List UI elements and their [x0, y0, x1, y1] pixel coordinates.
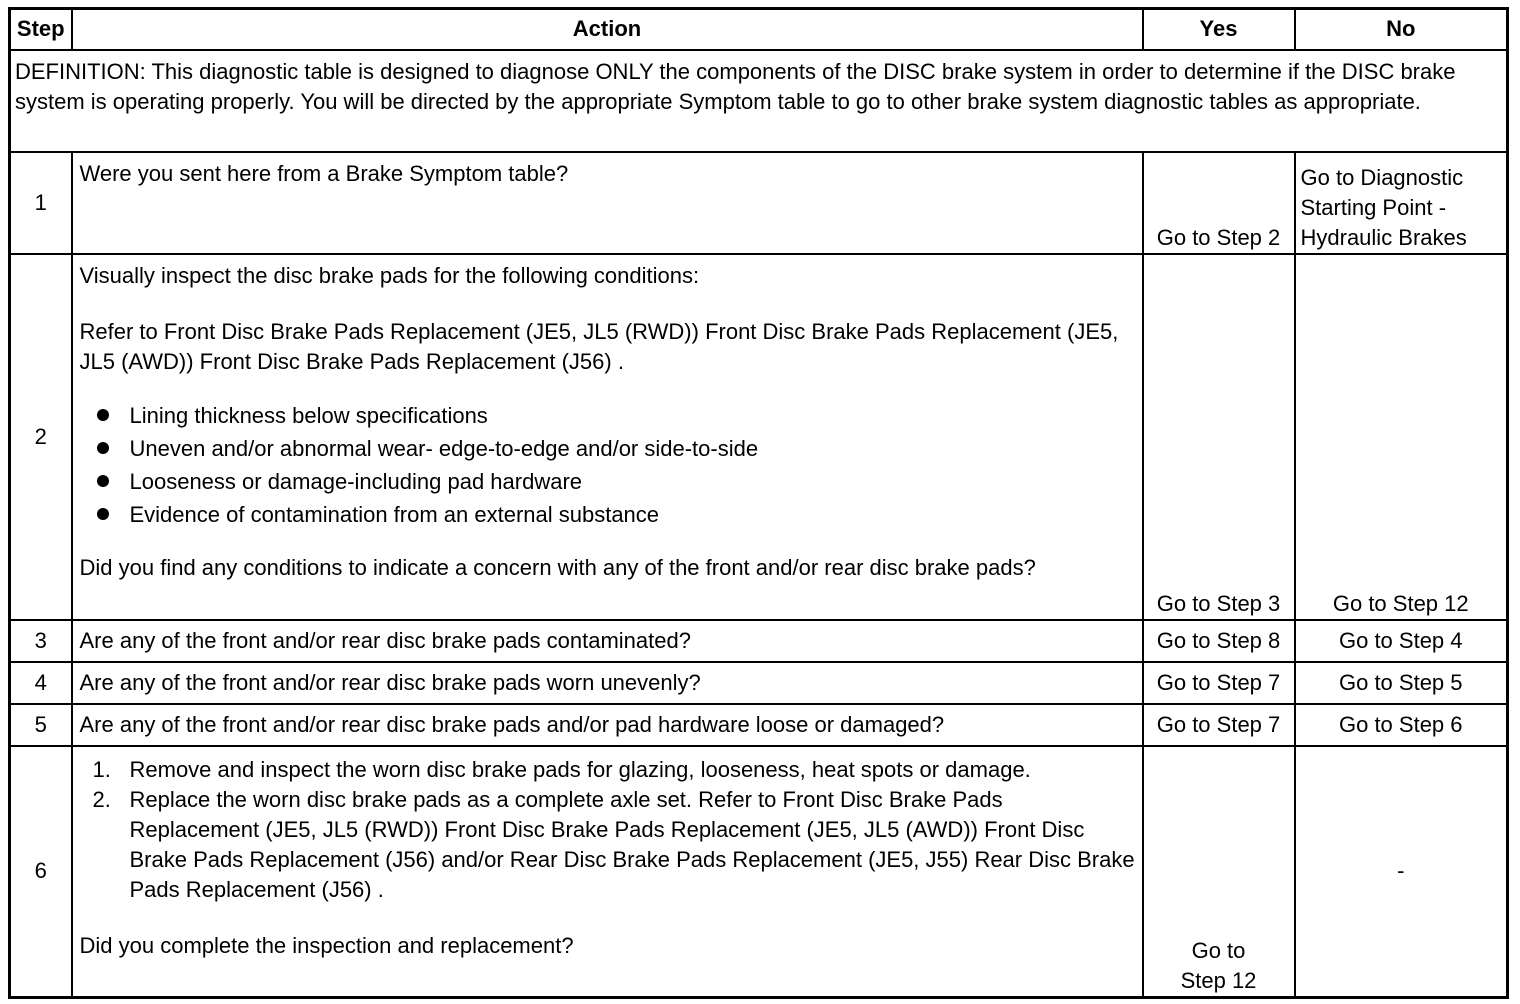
- step-number: 5: [10, 704, 72, 746]
- yes-link[interactable]: Go to Step 8: [1143, 620, 1295, 662]
- header-no: No: [1295, 9, 1508, 50]
- yes-link[interactable]: Go to Step 2: [1143, 152, 1295, 254]
- action-question: Did you complete the inspection and replacement?: [79, 932, 574, 958]
- action-reference[interactable]: Refer to Front Disc Brake Pads Replacement (JE5, JL5 (RWD)) Front Disc Brake Pads Replacement (JE5, JL5 (AWD)) Front Disc Brake Pads Replacement (J56) .: [79, 318, 1119, 374]
- yes-link[interactable]: Go to Step 3: [1143, 254, 1295, 620]
- table-row: [10, 620, 1508, 662]
- step-number: 6: [10, 746, 72, 998]
- action-text: Are any of the front and/or rear disc brake pads contaminated?: [72, 620, 1143, 662]
- table-row: [10, 662, 1508, 704]
- definition-row: [10, 50, 1508, 152]
- action-text: Were you sent here from a Brake Symptom table?: [72, 152, 1143, 254]
- no-link[interactable]: Go to Step 5: [1295, 662, 1508, 704]
- list-item: 2. Replace the worn disc brake pads as a complete axle set. Refer to Front Disc Brake Pads Replacement (JE5, JL5 (RWD)) Front Disc Brake Pads Replacement (JE5, JL5 (AWD)) Front Disc Brake Pads Replacement (J56) and/or Rear Disc Brake Pads Replacement (JE5, J55) Rear Disc Brake Pads Replacement (J56) .: [92, 786, 1135, 902]
- table-row: [10, 704, 1508, 746]
- action-question: Did you find any conditions to indicate a concern with any of the front and/or rear disc brake pads?: [79, 554, 1036, 580]
- step-number: 4: [10, 662, 72, 704]
- no-link[interactable]: Go to Step 6: [1295, 704, 1508, 746]
- diagnostic-table: [8, 7, 1509, 999]
- no-link[interactable]: Go to Step 12: [1295, 254, 1508, 620]
- action-intro: Visually inspect the disc brake pads for the following conditions:: [79, 262, 700, 288]
- action-text: Are any of the front and/or rear disc brake pads worn unevenly?: [72, 662, 1143, 704]
- bullet-icon: [97, 442, 109, 454]
- header-step: Step: [10, 9, 72, 50]
- step-number: 2: [10, 254, 72, 620]
- action-cell: [72, 254, 1143, 620]
- header-action: Action: [72, 9, 1143, 50]
- bullet-icon: [97, 409, 109, 421]
- procedure-list: [80, 755, 1137, 905]
- list-item: Uneven and/or abnormal wear- edge-to-edge and/or side-to-side: [80, 432, 1137, 465]
- no-link[interactable]: Go to Diagnostic Starting Point - Hydraulic Brakes: [1295, 152, 1508, 254]
- definition-text: DEFINITION: This diagnostic table is designed to diagnose ONLY the components of the DISC brake system in order to determine if the DISC brake system is operating properly. You will be directed by the appropriate Symptom table to go to other brake system diagnostic tables as appropriate.: [10, 50, 1508, 152]
- table-row: [10, 254, 1508, 620]
- no-value: -: [1295, 746, 1508, 998]
- header-row: [10, 9, 1508, 50]
- header-yes: Yes: [1143, 9, 1295, 50]
- list-item: Evidence of contamination from an external substance: [80, 498, 1137, 531]
- condition-list: [80, 399, 1137, 531]
- no-link[interactable]: Go to Step 4: [1295, 620, 1508, 662]
- action-text: Are any of the front and/or rear disc brake pads and/or pad hardware loose or damaged?: [72, 704, 1143, 746]
- bullet-icon: [97, 475, 109, 487]
- list-item: 1. Remove and inspect the worn disc brake pads for glazing, looseness, heat spots or damage.: [92, 756, 1031, 782]
- table-row: [10, 746, 1508, 998]
- step-number: 1: [10, 152, 72, 254]
- bullet-icon: [97, 508, 109, 520]
- table-row: [10, 152, 1508, 254]
- list-item: Looseness or damage-including pad hardware: [80, 465, 1137, 498]
- list-item: Lining thickness below specifications: [80, 399, 1137, 432]
- action-cell: [72, 746, 1143, 998]
- step-number: 3: [10, 620, 72, 662]
- yes-link[interactable]: Go to Step 7: [1143, 704, 1295, 746]
- yes-link[interactable]: Go to Step 12: [1143, 746, 1295, 998]
- yes-link[interactable]: Go to Step 7: [1143, 662, 1295, 704]
